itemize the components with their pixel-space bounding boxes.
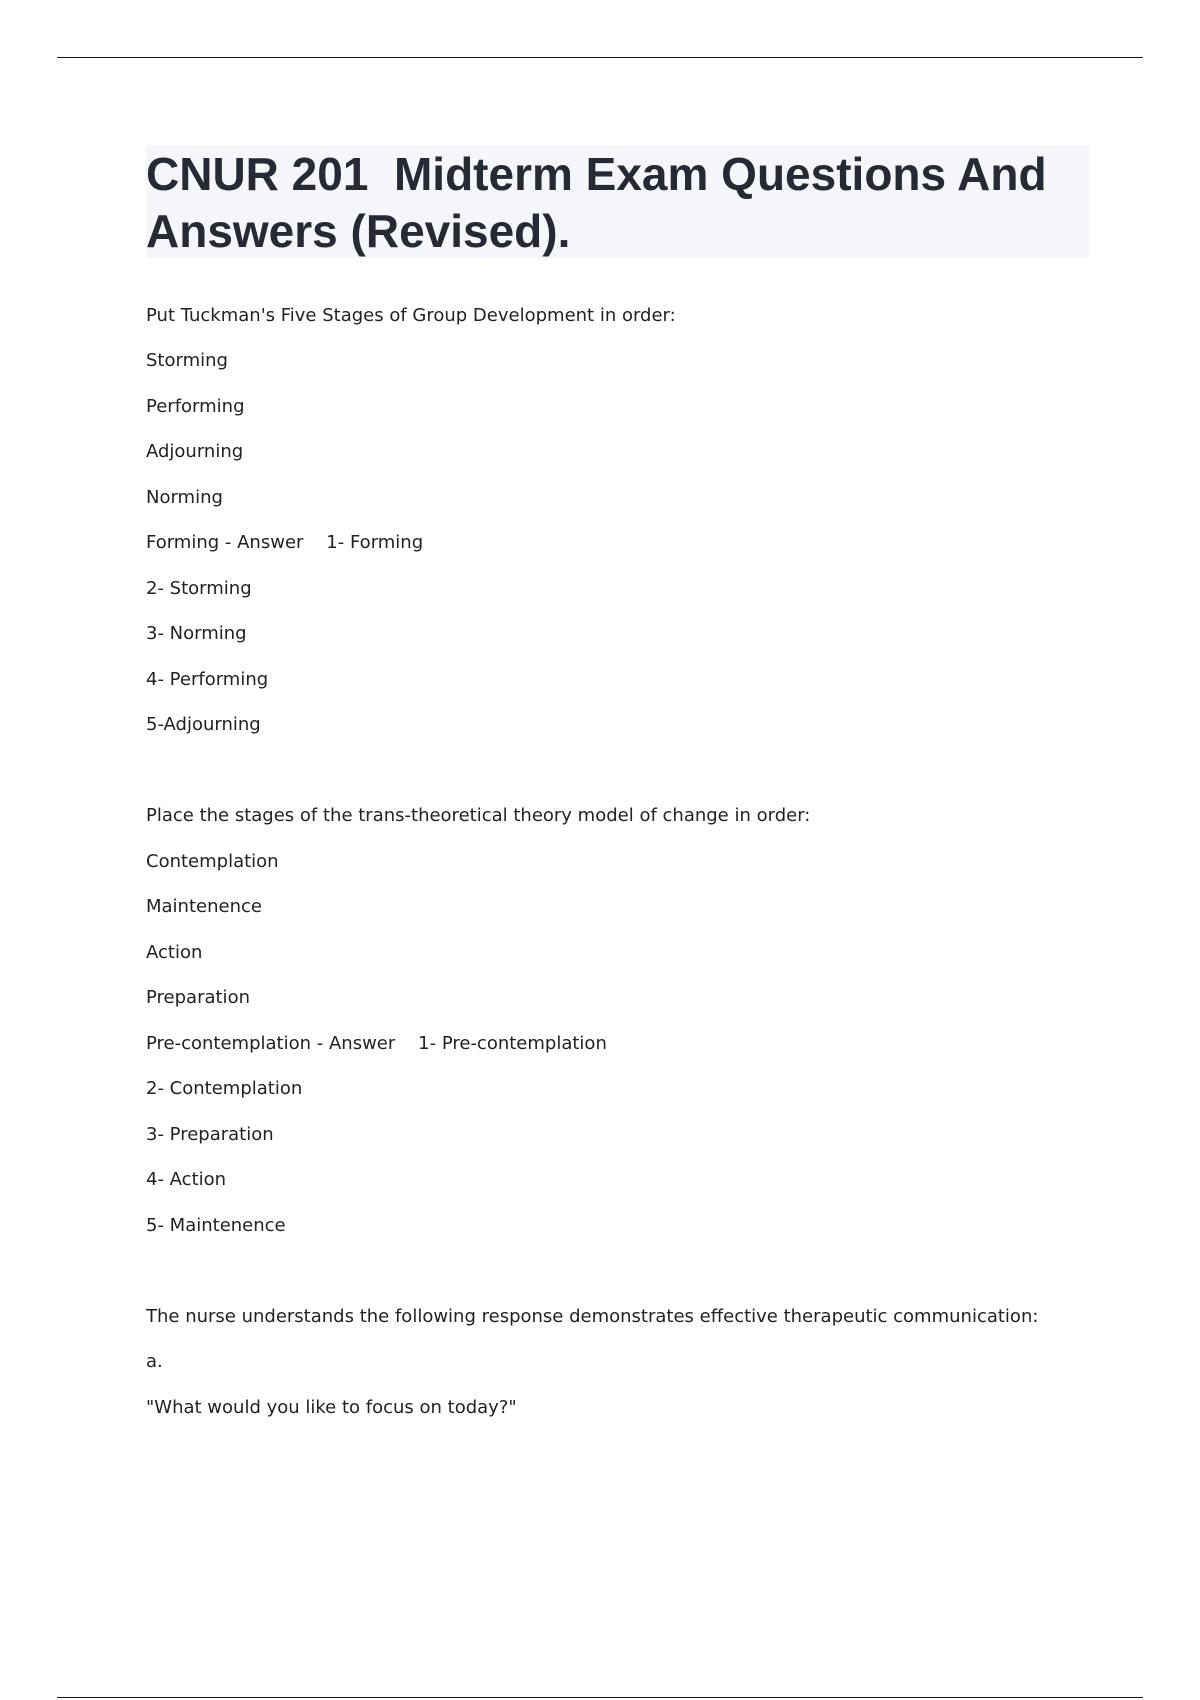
question-1-answer-item: 5-Adjourning (146, 714, 261, 735)
question-3-option-text: "What would you like to focus on today?" (146, 1397, 517, 1418)
question-1-answer-item: 3- Norming (146, 623, 247, 644)
question-2-option: Preparation (146, 987, 250, 1008)
footer-rule (57, 1697, 1143, 1698)
question-3-option-letter: a. (146, 1351, 163, 1372)
question-2-answer-item: 3- Preparation (146, 1124, 274, 1145)
question-2-option: Maintenence (146, 896, 262, 917)
header-rule (57, 57, 1143, 58)
question-1-option: Norming (146, 487, 223, 508)
question-1-answer-line: Forming - Answer 1- Forming (146, 532, 424, 553)
question-2-answer-line: Pre-contemplation - Answer 1- Pre-contemplation (146, 1033, 607, 1054)
question-2-answer-item: 2- Contemplation (146, 1078, 303, 1099)
document-title: CNUR 201 Midterm Exam Questions And Answers (Revised). (146, 148, 1058, 257)
question-1-option: Adjourning (146, 441, 244, 462)
question-1-option: Storming (146, 350, 228, 371)
question-2-answer-item: 5- Maintenence (146, 1215, 286, 1236)
question-1-answer-item: 4- Performing (146, 669, 269, 690)
question-2-answer-item: 4- Action (146, 1169, 227, 1190)
question-1-text: Put Tuckman's Five Stages of Group Development in order: (146, 305, 676, 326)
question-2-text: Place the stages of the trans-theoretical theory model of change in order: (146, 805, 811, 826)
question-1-option: Performing (146, 396, 245, 417)
question-2-option: Contemplation (146, 851, 279, 872)
question-3-text: The nurse understands the following response demonstrates effective therapeutic communication: (146, 1306, 1039, 1327)
question-1-answer-item: 2- Storming (146, 578, 252, 599)
question-2-option: Action (146, 942, 203, 963)
